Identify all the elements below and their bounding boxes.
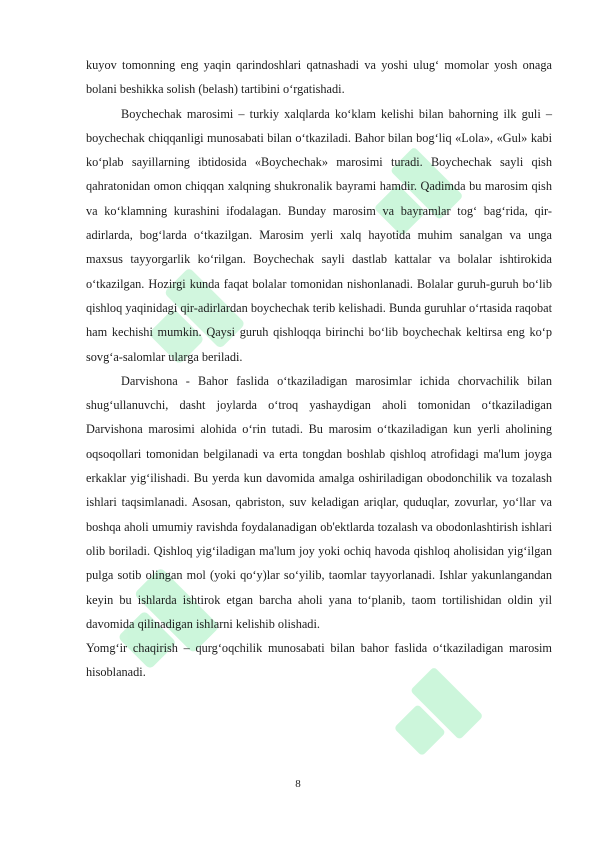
paragraph-boychechak: Boychechak marosimi – turkiy xalqlarda ko‘klam kelishi bilan bahorning ilk guli – boychechak chiqqanligi munosabati bilan o‘tkaziladi. Bahor bilan bog‘liq «Lola», «Gul» kabi ko‘plab sayillarning ibtidosida «Boychechak» marosimi turadi. Boychechak sayli qish qahratonidan omon chiqqan xalqning shukronalik bayrami hamdir. Qadimda bu marosim qish va ko‘klamning kurashini ifodalagan. Bunday marosim va bayramlar tog‘ bag‘rida, qir-adirlarda, bog‘larda o‘tkazilgan. Marosim yerli xalq hayotida muhim sanalgan va unga maxsus tayyorgarlik ko‘rilgan. Boychechak sayli dastlab kattalar va bolalar ishtirokida o‘tkazilgan. Hozirgi kunda faqat bolalar tomonidan nishonlanadi. Bolalar guruh-guruh bo‘lib qishloq yaqinidagi qir-adirlardan boychechak terib kelishadi. Bunda guruhlar o‘rtasida raqobat ham kechishi mumkin. Qaysi guruh qishloqqa birinchi bo‘lib boychechak keltirsa eng ko‘p sovg‘a-salomlar ularga beriladi. bbox=[86, 106, 552, 364]
paragraph-darvishona: Darvishona - Bahor faslida o‘tkaziladigan marosimlar ichida chorvachilik bilan shug‘ullanuvchi, dasht joylarda o‘troq yashaydigan aholi tomonidan o‘tkaziladigan Darvishona marosimi alohida o‘rin tutadi. Bu marosim o‘tkaziladigan kun yerli aholining oqsoqollari tomonidan belgilanadi va erta tongdan boshlab qishloq atrofidagi ma'lum joyga erkaklar yig‘ilishadi. Bu yerda kun davomida amalga oshiriladigan obodonchilik va tozalash ishlari taqsimlanadi. Asosan, qabriston, suv keladigan ariqlar, quduqlar, zovurlar, yo‘llar va boshqa aholi umumiy ravishda foydalanadigan ob'ektlarda tozalash va obodonlashtirish ishlari olib boriladi. Qishloq yig‘iladigan ma'lum joy yoki ochiq havoda qishloq aholisidan yig‘ilgan pulga sotib olingan mol (yoki qo‘y)lar so‘yilib, taomlar tayyorlanadi. Ishlar yakunlangandan keyin bu ishlarda ishtirok etgan barcha aholi yana to‘planib, taom tortilishidan oldin yil davomida qilinadigan ishlarni kelishib olishadi. bbox=[86, 373, 552, 631]
paragraph-yomgir-chaqirish: Yomg‘ir chaqirish – qurg‘oqchilik munosabati bilan bahor faslida o‘tkaziladigan marosim hisoblanadi. bbox=[86, 641, 552, 680]
page-number: 8 bbox=[295, 778, 301, 790]
paragraph-continuation: kuyov tomonning eng yaqin qarindoshlari qatnashadi va yoshi ulug‘ momolar yosh onaga bolani beshikka solish (belash) tartibini o‘rgatishadi. bbox=[86, 58, 552, 97]
document-body bbox=[86, 53, 552, 685]
